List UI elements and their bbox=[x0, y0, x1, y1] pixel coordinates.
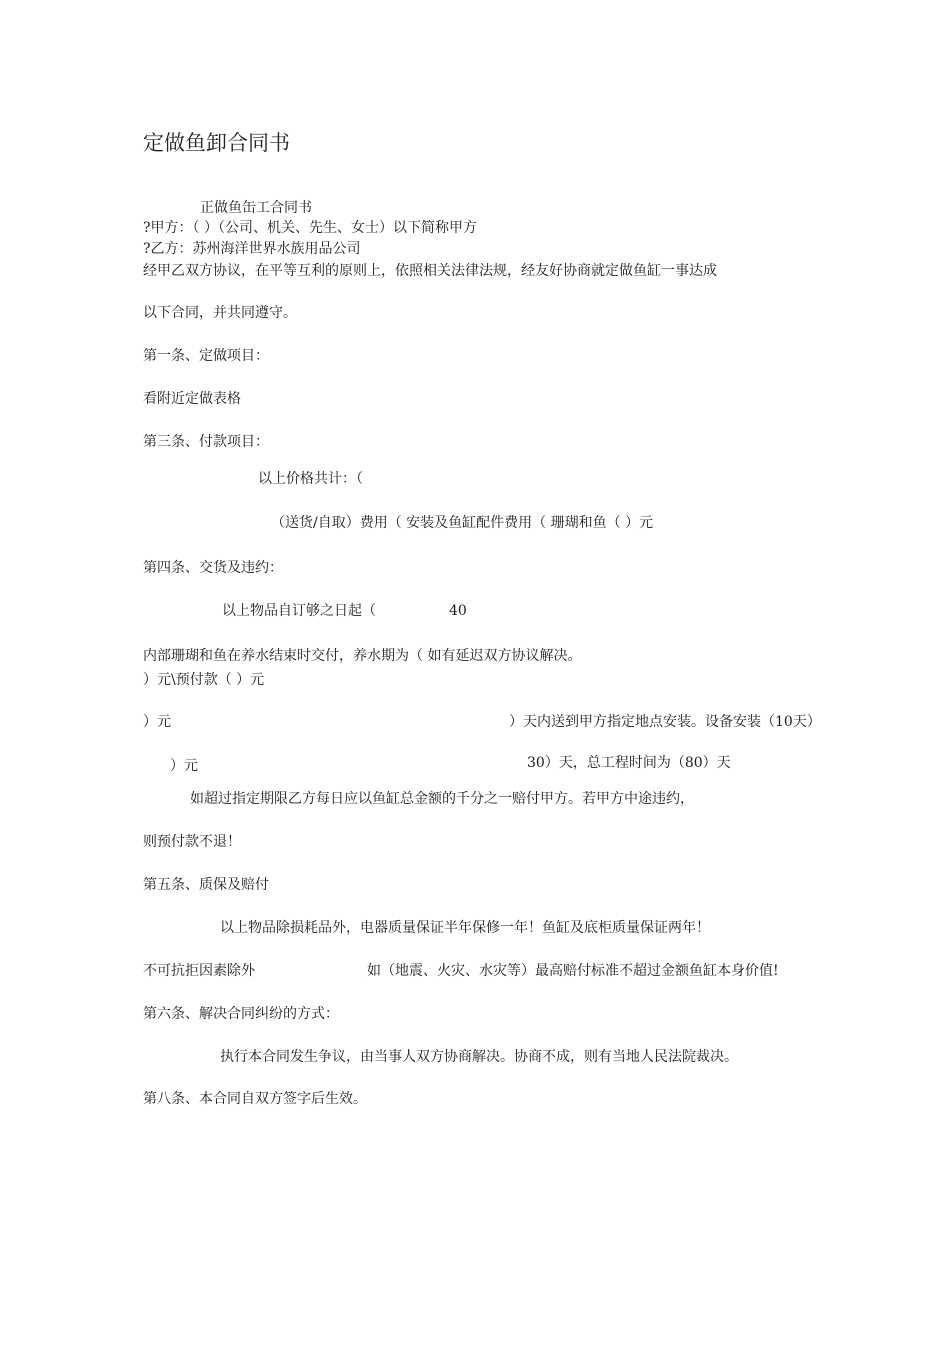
article-5-force-majeure-left: 不可抗拒因素除外 bbox=[143, 963, 255, 979]
intro-line-1: 经甲乙双方协议，在平等互利的原则上，依照相关法律法规，经友好协商就定做鱼缸一事达成 bbox=[143, 263, 717, 279]
party-a-line: ?甲方：（ ）（公司、机关、先生、女士）以下简称甲方 bbox=[143, 220, 477, 236]
article-6-body: 执行本合同发生争议，由当事人双方协商解决。协商不成，则有当地人民法院裁决。 bbox=[220, 1049, 738, 1065]
article-5-heading: 第五条、质保及赔付 bbox=[143, 877, 269, 893]
article-4-yuan-2: ）元 bbox=[170, 758, 198, 774]
article-3-fees: （送货/自取）费用（ 安装及鱼缸配件费用（ 珊瑚和鱼（ ）元 bbox=[271, 515, 654, 531]
article-4-order-line: 以上物品自订够之日起（ bbox=[222, 603, 376, 619]
article-4-yuan-1: ）元 bbox=[143, 714, 171, 730]
article-4-no-refund: 则预付款不退！ bbox=[143, 834, 241, 850]
article-4-penalty: 如超过指定期限乙方每日应以鱼缸总金额的千分之一赔付甲方。若甲方中途违约， bbox=[190, 791, 694, 807]
article-4-total-time: 30）天，总工程时间为（80）天 bbox=[527, 755, 731, 771]
article-4-heading: 第四条、交货及违约： bbox=[143, 560, 283, 576]
article-1-heading: 第一条、定做项目： bbox=[143, 348, 269, 364]
article-6-heading: 第六条、解决合同纠纷的方式： bbox=[143, 1006, 339, 1022]
intro-line-2: 以下合同，并共同遵守。 bbox=[143, 305, 297, 321]
article-4-order-days: 40 bbox=[449, 603, 467, 619]
article-1-body: 看附近定做表格 bbox=[143, 391, 241, 407]
document-subtitle: 正做鱼缶工合同书 bbox=[200, 200, 312, 216]
article-4-delivery-line: ）天内送到甲方指定地点安装。设备安装（10天） bbox=[509, 714, 821, 730]
document-title: 定做鱼卸合同书 bbox=[143, 131, 290, 155]
article-5-force-majeure-right: 如（地震、火灾、水灾等）最高赔付标准不超过金额鱼缸本身价值! bbox=[367, 963, 779, 979]
article-8-heading: 第八条、本合同自双方签字后生效。 bbox=[143, 1091, 367, 1107]
article-3-heading: 第三条、付款项目： bbox=[143, 434, 269, 450]
party-b-line: ?乙方：苏州海洋世界水族用品公司 bbox=[143, 241, 361, 257]
article-4-prepay-line: ）元\预付款（ ）元 bbox=[143, 672, 265, 688]
article-3-total: 以上价格共计：（ bbox=[258, 471, 363, 487]
article-5-body: 以上物品除损耗品外，电器质量保证半年保修一年！鱼缸及底柜质量保证两年！ bbox=[220, 920, 710, 936]
article-4-coral-line: 内部珊瑚和鱼在养水结束时交付，养水期为（ 如有延迟双方协议解决。 bbox=[143, 648, 582, 664]
